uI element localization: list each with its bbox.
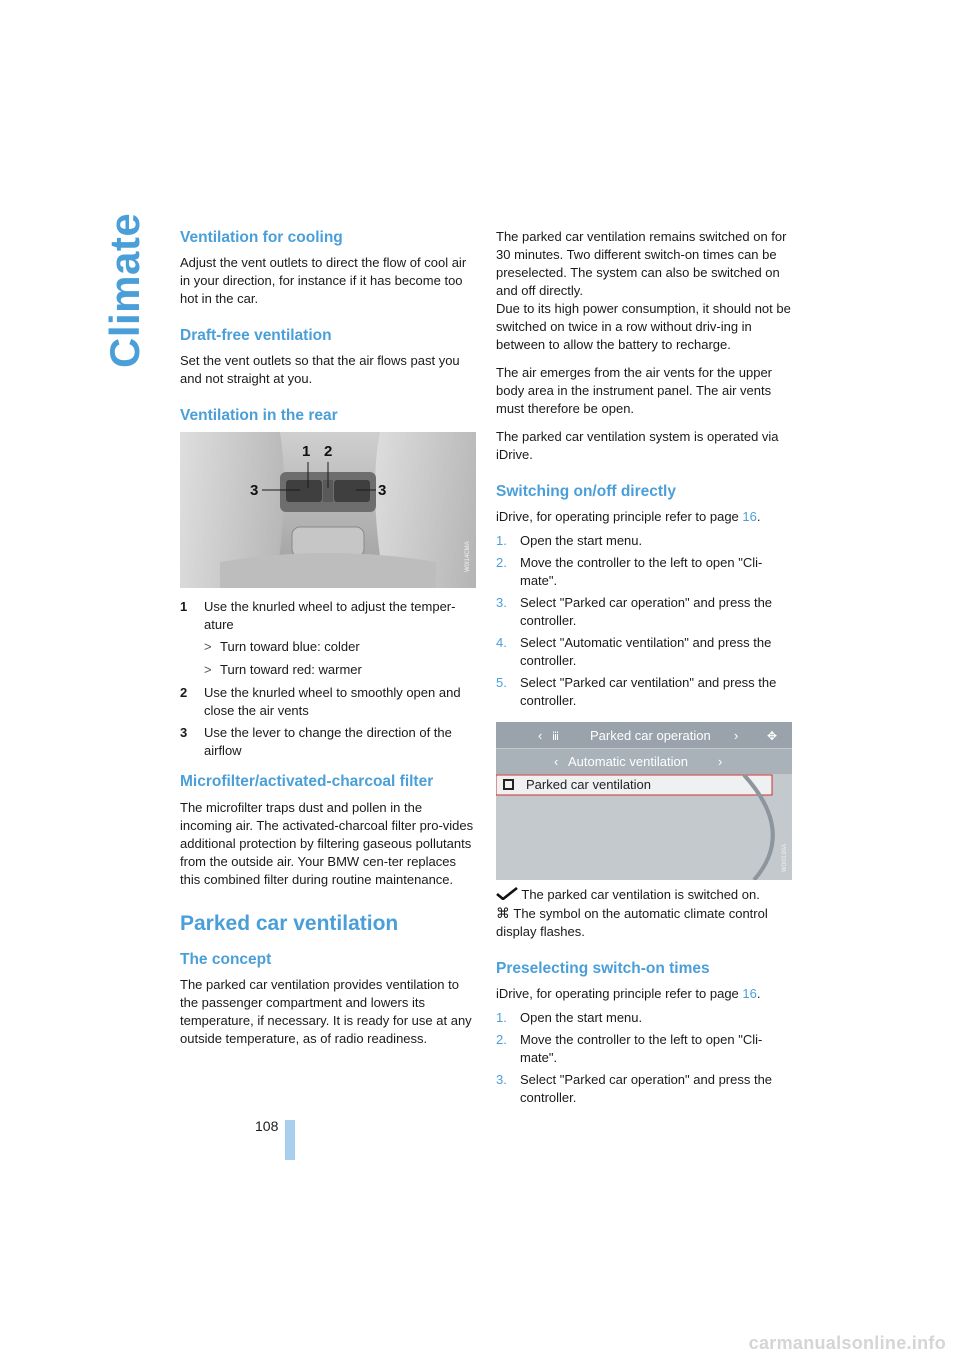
step-number: 3. xyxy=(496,595,507,611)
figure-label-3-right: 3 xyxy=(378,482,387,500)
switching-steps xyxy=(496,532,792,710)
step-number: 5. xyxy=(496,675,507,691)
text-the-concept: The parked car ventilation provides ventilation to the passenger compartment and lowers its temperature, if necessary. It is ready for use at any outside temperature, as of radio readiness. xyxy=(180,976,472,1046)
left-column xyxy=(180,228,476,1058)
text-microfilter: The microfilter traps dust and pollen in the incoming air. The activated-charcoal filter pro-vides additional protection by filtering gaseous pollutants from the outside air. Your BMW cen-ter replaces this combined filter during routine maintenance. xyxy=(180,799,474,887)
step-item xyxy=(496,634,792,670)
arrow-bullet: > xyxy=(204,639,212,655)
page-link[interactable]: 16 xyxy=(742,509,757,525)
legend-text: Use the knurled wheel to adjust the temper-ature xyxy=(204,599,456,633)
heading-microfilter: Microfilter/activated-charcoal filter xyxy=(180,773,434,791)
screen-row-parked-car-ventilation[interactable]: Parked car ventilation xyxy=(526,777,652,793)
text-power-consumption: Due to its high power consumption, it should not be switched on twice in a row without driv-ing in between to allow the battery to recharge. xyxy=(496,301,791,352)
idrive-screen xyxy=(496,722,792,880)
legend-text: Use the lever to change the direction of the airflow xyxy=(204,725,452,759)
step-number: 1. xyxy=(496,1010,507,1026)
screen-row-automatic-ventilation[interactable]: Automatic ventilation xyxy=(568,754,688,770)
figure-legend xyxy=(180,598,476,760)
step-number: 2. xyxy=(496,555,507,571)
step-number: 2. xyxy=(496,1032,507,1048)
legend-item xyxy=(180,598,476,634)
heading-ventilation-cooling: Ventilation for cooling xyxy=(180,229,343,246)
fan-symbol-icon: ⌘ xyxy=(496,905,510,922)
step-number: 1. xyxy=(496,533,507,549)
watermark: carmanualsonline.info xyxy=(748,1333,946,1353)
idrive-reference-text: iDrive, for operating principle refer to page xyxy=(496,509,739,525)
legend-subitem-text: Turn toward red: warmer xyxy=(220,662,362,678)
step-item xyxy=(496,1071,792,1107)
right-column xyxy=(496,228,792,1119)
text-ventilation-cooling: Adjust the vent outlets to direct the flow of cool air in your direction, for instance if it has become too hot in the car. xyxy=(180,255,467,307)
heading-the-concept: The concept xyxy=(180,950,272,968)
section-title xyxy=(95,212,155,628)
screen-row-parked-car-operation[interactable]: Parked car operation xyxy=(590,728,711,744)
heading-parked-car-ventilation: Parked car ventilation xyxy=(180,911,399,935)
legend-subitem-text: Turn toward blue: colder xyxy=(220,639,360,655)
fan-icon: ⅲ xyxy=(552,731,560,744)
step-text: Move the controller to the left to open "Cli-mate". xyxy=(520,1032,763,1066)
figure-label-1: 1 xyxy=(302,443,311,461)
figure-label-3-left: 3 xyxy=(250,482,259,500)
arrow-bullet: > xyxy=(204,662,212,678)
status-switched-on-text: The parked car ventilation is switched on. xyxy=(521,887,760,903)
status-symbol-flashes-text: The symbol on the automatic climate control display flashes. xyxy=(496,906,768,940)
page-bar xyxy=(285,1120,295,1160)
idrive-reference: iDrive, for operating principle refer to page 16. xyxy=(496,986,761,1002)
step-text: Select "Parked car ventilation" and press the controller. xyxy=(520,675,777,709)
legend-subitem xyxy=(204,661,476,679)
step-text: Move the controller to the left to open "Cli-mate". xyxy=(520,555,763,589)
preselecting-steps xyxy=(496,1009,792,1107)
step-number: 3. xyxy=(496,1072,507,1088)
controller-icon: ✥ xyxy=(767,729,778,744)
legend-number: 2 xyxy=(180,685,188,701)
legend-number: 1 xyxy=(180,599,188,615)
heading-draft-free: Draft-free ventilation xyxy=(180,327,332,345)
heading-ventilation-rear: Ventilation in the rear xyxy=(180,407,338,425)
svg-text:‹: ‹ xyxy=(554,754,559,770)
text-draft-free: Set the vent outlets so that the air flows past you and not straight at you. xyxy=(180,353,460,387)
step-item xyxy=(496,1009,792,1027)
status-switched-on xyxy=(496,886,792,904)
checkmark-icon xyxy=(496,887,518,900)
legend-subitems xyxy=(204,638,476,679)
idrive-reference-text: iDrive, for operating principle refer to page xyxy=(496,986,739,1002)
screen-code: W0I0190A xyxy=(782,844,788,873)
text-operated-via-idrive: The parked car ventilation system is operated via iDrive. xyxy=(496,429,779,462)
text-air-emerges: The air emerges from the air vents for the upper body area in the instrument panel. The air vents must therefore be open. xyxy=(496,365,773,416)
figure-label-2: 2 xyxy=(324,443,333,461)
step-text: Open the start menu. xyxy=(520,533,643,549)
status-symbol-flashes xyxy=(496,904,792,941)
step-item xyxy=(496,532,792,550)
step-text: Open the start menu. xyxy=(520,1010,643,1026)
step-text: Select "Automatic ventilation" and press the controller. xyxy=(520,635,772,669)
step-text: Select "Parked car operation" and press the controller. xyxy=(520,1072,773,1106)
step-text: Select "Parked car operation" and press the controller. xyxy=(520,595,773,629)
step-item xyxy=(496,554,792,590)
step-item xyxy=(496,674,792,710)
step-item xyxy=(496,1031,792,1067)
svg-text:‹: ‹ xyxy=(538,728,543,744)
legend-text: Use the knurled wheel to smoothly open and close the air vents xyxy=(204,685,461,719)
text-remains-on: The parked car ventilation remains switched on for 30 minutes. Two different switch-on times can be preselected. The system can also be switched on and off directly. xyxy=(496,229,787,298)
svg-text:›: › xyxy=(734,728,739,744)
legend-item xyxy=(180,724,476,760)
heading-switching-on-off: Switching on/off directly xyxy=(496,483,676,500)
section-title-text: Climate xyxy=(101,212,148,368)
figure-code: W0I14CMA xyxy=(465,541,471,573)
legend-subitem xyxy=(204,638,476,656)
legend-number: 3 xyxy=(180,725,188,741)
rear-vents-photo xyxy=(180,432,476,588)
step-number: 4. xyxy=(496,635,507,651)
legend-item xyxy=(180,684,476,720)
heading-preselecting: Preselecting switch-on times xyxy=(496,960,710,978)
step-item xyxy=(496,594,792,630)
page-number: 108 xyxy=(255,1118,279,1134)
idrive-reference: iDrive, for operating principle refer to page 16. xyxy=(496,509,761,525)
page-link[interactable]: 16 xyxy=(742,986,757,1002)
svg-text:›: › xyxy=(718,754,723,770)
